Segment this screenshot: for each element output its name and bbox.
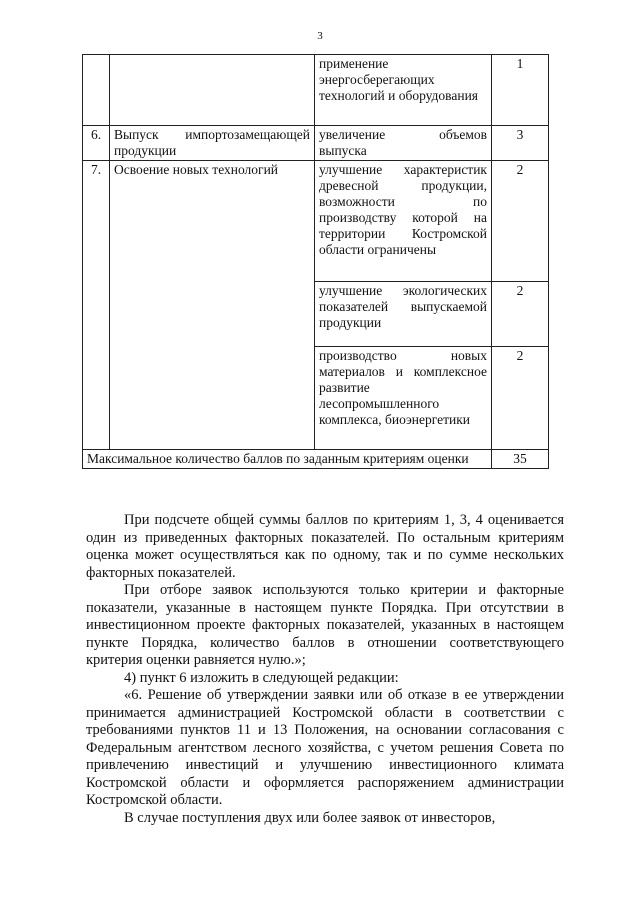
row-number — [83, 55, 110, 126]
table-row — [83, 161, 549, 282]
paragraph: При подсчете общей суммы баллов по критериям 1, 3, 4 оценивается один из приведенных факторных показателей. По остальным критериям оценка может осуществляться как по одному, так и по сумме нескольких факторных показателей. — [86, 512, 564, 581]
indicator-cell: увеличение объемов выпуска — [315, 126, 492, 161]
score-cell: 2 — [492, 161, 549, 282]
score-cell: 1 — [492, 55, 549, 126]
total-score: 35 — [492, 450, 549, 469]
score-cell: 2 — [492, 282, 549, 347]
indicator-cell: улучшение характеристик древесной продукции, возможности по производству которой на территории Костромской области ограничены — [315, 161, 492, 282]
score-cell: 2 — [492, 347, 549, 450]
indicator-cell: применение энергосберегающих технологий и оборудования — [315, 55, 492, 126]
paragraph: При отборе заявок используются только критерии и факторные показатели, указанные в настоящем пункте Порядка. При отсутствии в инвестиционном проекте факторных показателей, указанных в настоящем пункте Порядка, количество баллов в отношении соответствующего критерия оценки равняется нулю.»; — [86, 582, 564, 668]
criterion-cell: Освоение новых технологий — [110, 161, 315, 450]
score-cell: 3 — [492, 126, 549, 161]
indicator-cell: улучшение экологических показателей выпускаемой продукции — [315, 282, 492, 347]
criterion-cell: Выпуск импортозамещающей продукции — [110, 126, 315, 161]
table-row — [83, 55, 549, 126]
criteria-table — [82, 54, 549, 469]
row-number: 6. — [83, 126, 110, 161]
paragraph: 4) пункт 6 изложить в следующей редакции: — [124, 669, 399, 686]
body-text — [86, 512, 564, 827]
total-label: Максимальное количество баллов по заданным критериям оценки — [83, 450, 492, 469]
table-total-row — [83, 450, 549, 469]
paragraph: В случае поступления двух или более заявок от инвесторов, — [124, 809, 496, 826]
page-number: 3 — [317, 30, 323, 42]
criterion-cell — [110, 55, 315, 126]
indicator-cell: производство новых материалов и комплексное развитие лесопромышленного комплекса, биоэнергетики — [315, 347, 492, 450]
row-number: 7. — [83, 161, 110, 450]
table-row — [83, 126, 549, 161]
paragraph: «6. Решение об утверждении заявки или об отказе в ее утверждении принимается администрацией Костромской области в соответствии с требованиями пунктов 11 и 13 Положения, на основании согласования с Федеральным агентством лесного хозяйства, с учетом решения Совета по привлечению инвестиций и улучшению инвестиционного климата Костромской области и оформляется распоряжением администрации Костромской области. — [86, 687, 564, 808]
